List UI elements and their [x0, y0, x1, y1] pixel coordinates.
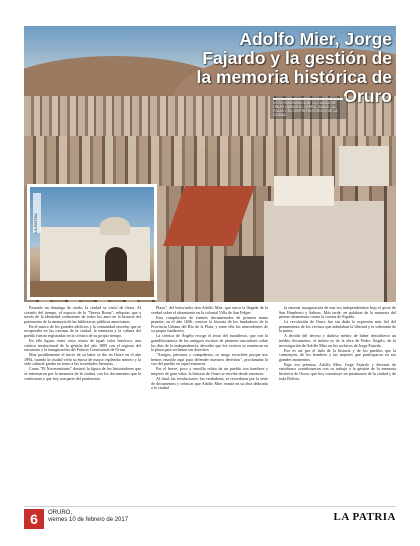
inset-photo-credit: LA PATRIA	[33, 193, 41, 233]
text-column-3	[279, 306, 396, 502]
article-paragraph: Plaza", del historiador don Adolfo Mier, que narra la llegada de la verdad sobre el alzamiento en la colonial Villa de San Felipe.	[151, 306, 268, 315]
article-paragraph: Muy posiblemente el inicio de su labor se dio en Oruro en el año 1894, cuando la ciudad vivía su época de mayor esplendor minero y la vida cultural giraba en torno a las sociedades literarias.	[24, 352, 141, 367]
article-body	[24, 306, 396, 502]
ground	[30, 281, 154, 297]
article-paragraph: Como "El Novecentismo" destacó la figura de los historiadores que se interesaron por la memoria de la ciudad, con los documentos que la conforman y que hoy son parte del patrimonio.	[24, 366, 141, 381]
building	[339, 146, 389, 186]
street	[224, 256, 264, 302]
caption-bar	[273, 98, 343, 100]
article-paragraph: La crónica de Ángelo recoge el texto del manifiesto, que con la grandilocuencia de los antiguos escritos de pioneros narradores sobre los días de la independencia, describe que los vecinos se reunieron en la plaza para reclamar sus derechos.	[151, 333, 268, 353]
footer-rule	[24, 506, 396, 507]
text-column-1	[24, 306, 141, 502]
article-headline: Adolfo Mier, Jorge Fajardo y la gestión de la memoria histórica de Oruro	[196, 29, 392, 106]
article-paragraph: Por el breve, poco y sencillo relato de un pueblo con hombres y mujeres de gran valor, la historia de Oruro se escribe desde entonces.	[151, 366, 268, 377]
belfry	[100, 217, 130, 235]
article-paragraph: A decidir del deceso y dudoso mérito de haber descubierto un inédito documento, el mérito es de la obra de Pedro Ángelo, de la investigación de Adolfo Mier en los archivos de Jorge Fajardo.	[279, 333, 396, 348]
article-paragraph: Bajo esa premisa, Adolfo Mier, Jorge Fajardo y decenas de estudiosos contribuyeron con su trabajo a la gestión de la memoria histórica de Oruro, que hoy constituye un patrimonio de la ciudad y de toda Bolivia.	[279, 361, 396, 381]
photo-caption	[270, 96, 346, 119]
footer-city: ORURO,	[48, 510, 72, 516]
article-paragraph: Al final, las revoluciones, las verdaderas, se recordaron por la serie de documentos y crónicas que Adolfo Mier reunió en su obra dedicada a la ciudad.	[151, 376, 268, 391]
text-column-2	[151, 306, 268, 502]
footer-date: viernes 10 de febrero de 2017	[48, 517, 129, 523]
article-paragraph: En el marco de los grandes edificios y la comunidad orureña, que se recuperaba en las casonas de la ciudad, la memoria y la cultura del pueblo fueron registradas en la crónica de su propio tiempo.	[24, 323, 141, 338]
article-paragraph: "Amigos, paisanos y compañeros, os ruego escuchéis porque nos hemos reunido aquí para defender nuestros derechos", proclamaba la voz del pueblo en aquel entonces.	[151, 352, 268, 367]
page-number: 6	[24, 509, 44, 529]
building	[264, 201, 384, 302]
article-paragraph: Pasando un domingo de otoño, la ciudad se vistió de fiesta. Al costado del tiempo, el espacio de la "Nueva Roma", reliquias que a través de la identidad consistente de todos los anos en la historia del patrimonio de la memoria de las bibliotecas públicas americanas.	[24, 306, 141, 324]
article-paragraph: la enorme inauguración de una era independentista bajo el gesto de San Humberto y Salinas. Más tarde, en palabras de la memoria del primer alzamiento contra la corona de España.	[279, 306, 396, 320]
photo-caption-text: VISTA PANORÁMICA DE LA CIUDAD DE ORURO DESDE EL CERRO. ABAJO, LA PLAZA Y EL CENTRO HISTÓRICO DE LA CIUDAD.	[273, 101, 338, 117]
building	[274, 176, 334, 206]
article-paragraph: En ella figura, entre otros textos de igual valor histórico, una crónica institucional de la gestión del año 1889 con el registro del encuentro y la inauguración del Palacio Consistorial de Oruro.	[24, 338, 141, 353]
arched-doorway	[105, 247, 127, 281]
article-paragraph: La revolución de Oruro fue sin duda la expresión más fiel del pensamiento de los vecinos que anhelaban la libertad y la soberanía de la patria.	[279, 319, 396, 334]
article-paragraph: Esta compilación de fuentes documentales de primera mano permite, en el año 1606, conocer la historia de los fundadores de la Provincia Urbana del Río de la Plata, y entre ella los antecedentes de su propia fundación.	[151, 314, 268, 334]
article-paragraph: Eso es así por el lado de la historia y de los pueblos que la construyen, de los hombres y las mujeres que participaron en sus grandes momentos.	[279, 347, 396, 362]
church-doorway-photo	[27, 184, 157, 300]
newspaper-masthead: LA PATRIA	[333, 511, 396, 523]
